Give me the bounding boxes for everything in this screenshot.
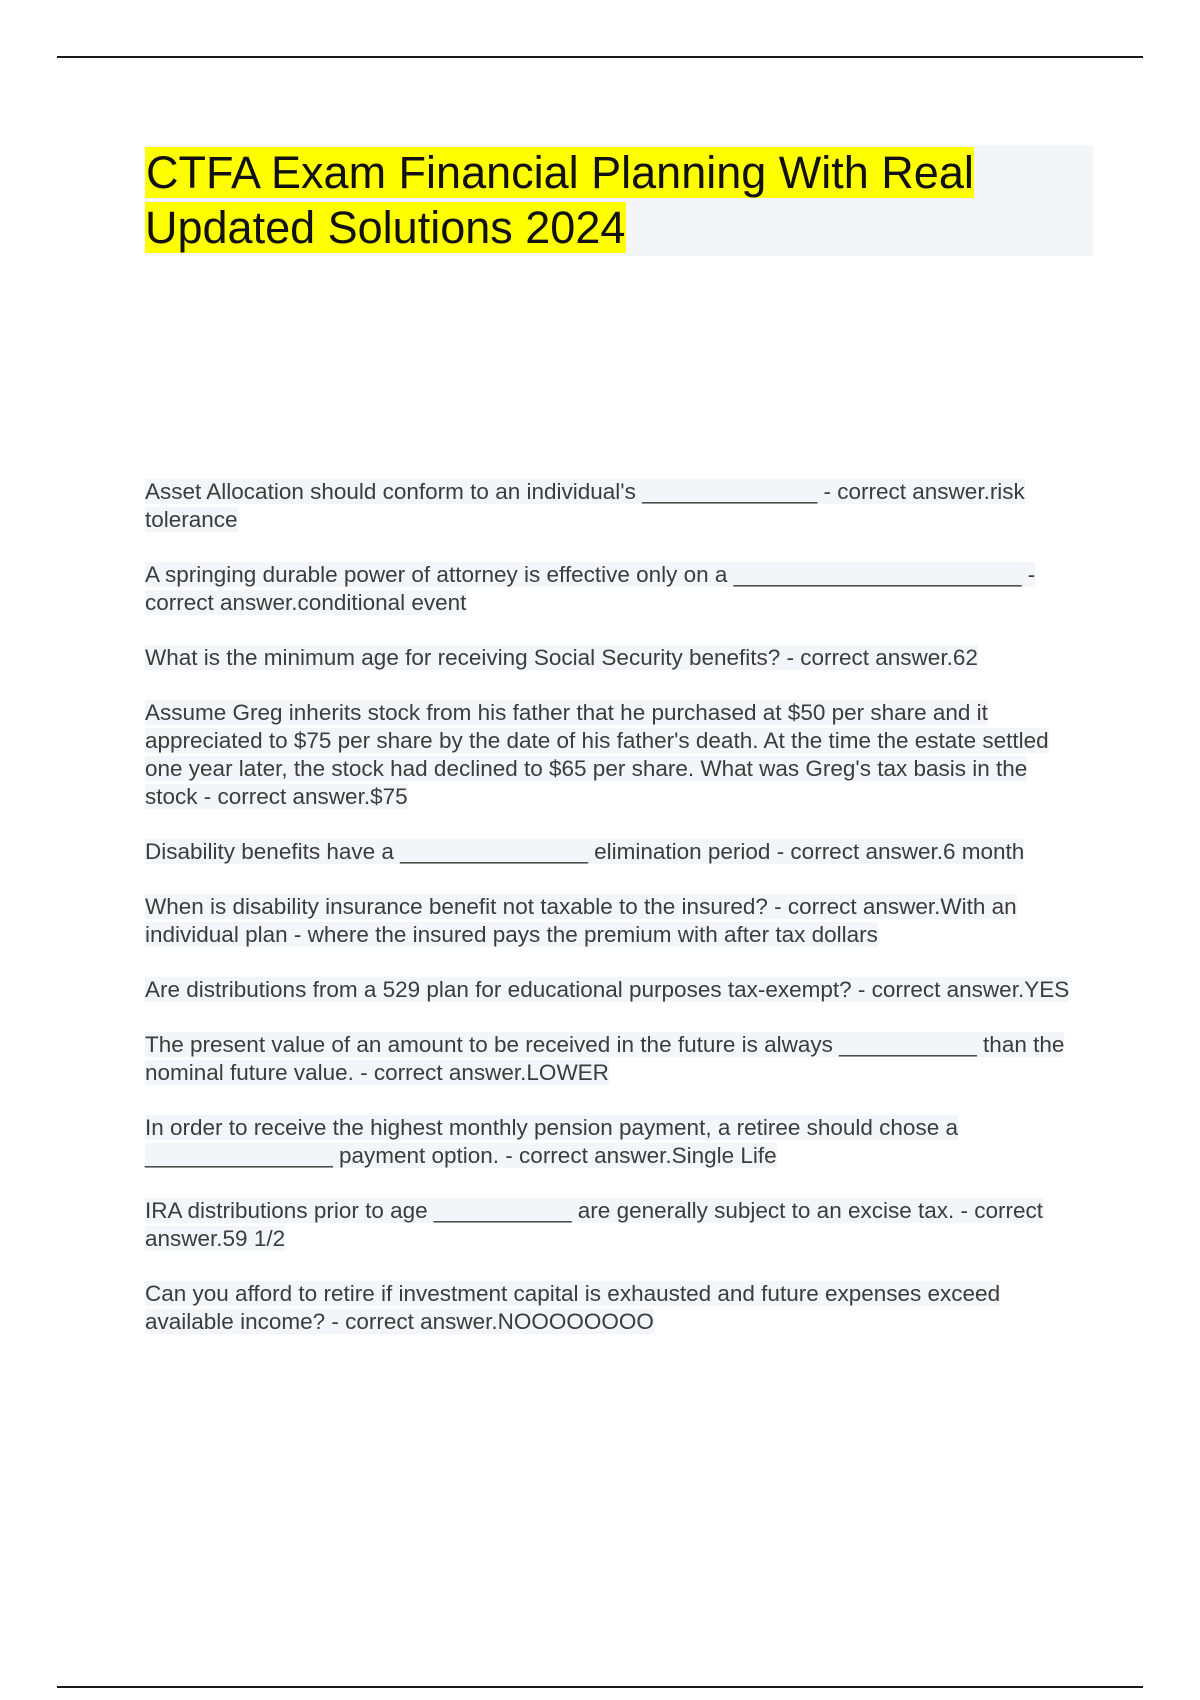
qa-list (145, 478, 1085, 1363)
qa-item (145, 478, 1085, 534)
qa-item-text: Disability benefits have a _______________ elimination period - correct answer.6 month (145, 839, 1025, 864)
qa-item-text: When is disability insurance benefit not taxable to the insured? - correct answer.With an individual plan - where the insured pays the premium with after tax dollars (145, 894, 1017, 947)
qa-item-text: In order to receive the highest monthly pension payment, a retiree should chose a _______________ payment option. - correct answer.Single Life (145, 1115, 958, 1168)
qa-item-text: Can you afford to retire if investment capital is exhausted and future expenses exceed available income? - correct answer.NOOOOOOOO (145, 1281, 1001, 1334)
qa-item-text: A springing durable power of attorney is effective only on a _______________________ - correct answer.conditional event (145, 562, 1036, 615)
document-title-text: CTFA Exam Financial Planning With Real Updated Solutions 2024 (145, 147, 974, 253)
qa-item (145, 976, 1085, 1004)
top-rule (57, 56, 1143, 58)
document-title (145, 145, 1093, 255)
title-block (145, 145, 1093, 256)
qa-item-text: The present value of an amount to be received in the future is always ___________ than the nominal future value. - correct answer.LOWER (145, 1032, 1065, 1085)
qa-item-text: Asset Allocation should conform to an individual's ______________ - correct answer.risk tolerance (145, 479, 1025, 532)
qa-item-text: Are distributions from a 529 plan for educational purposes tax-exempt? - correct answer.YES (145, 977, 1070, 1002)
qa-item-text: IRA distributions prior to age ___________ are generally subject to an excise tax. - correct answer.59 1/2 (145, 1198, 1044, 1251)
bottom-rule (57, 1686, 1143, 1688)
qa-item (145, 1031, 1085, 1087)
qa-item (145, 1280, 1085, 1336)
qa-item (145, 838, 1085, 866)
qa-item (145, 699, 1085, 811)
qa-item-text: What is the minimum age for receiving Social Security benefits? - correct answer.62 (145, 645, 978, 670)
qa-item (145, 1114, 1085, 1170)
qa-item (145, 893, 1085, 949)
qa-item (145, 1197, 1085, 1253)
qa-item (145, 561, 1085, 617)
qa-item (145, 644, 1085, 672)
qa-item-text: Assume Greg inherits stock from his father that he purchased at $50 per share and it appreciated to $75 per share by the date of his father's death. At the time the estate settled one year later, the stock had declined to $65 per share. What was Greg's tax basis in the stock - correct answer.$75 (145, 700, 1049, 809)
